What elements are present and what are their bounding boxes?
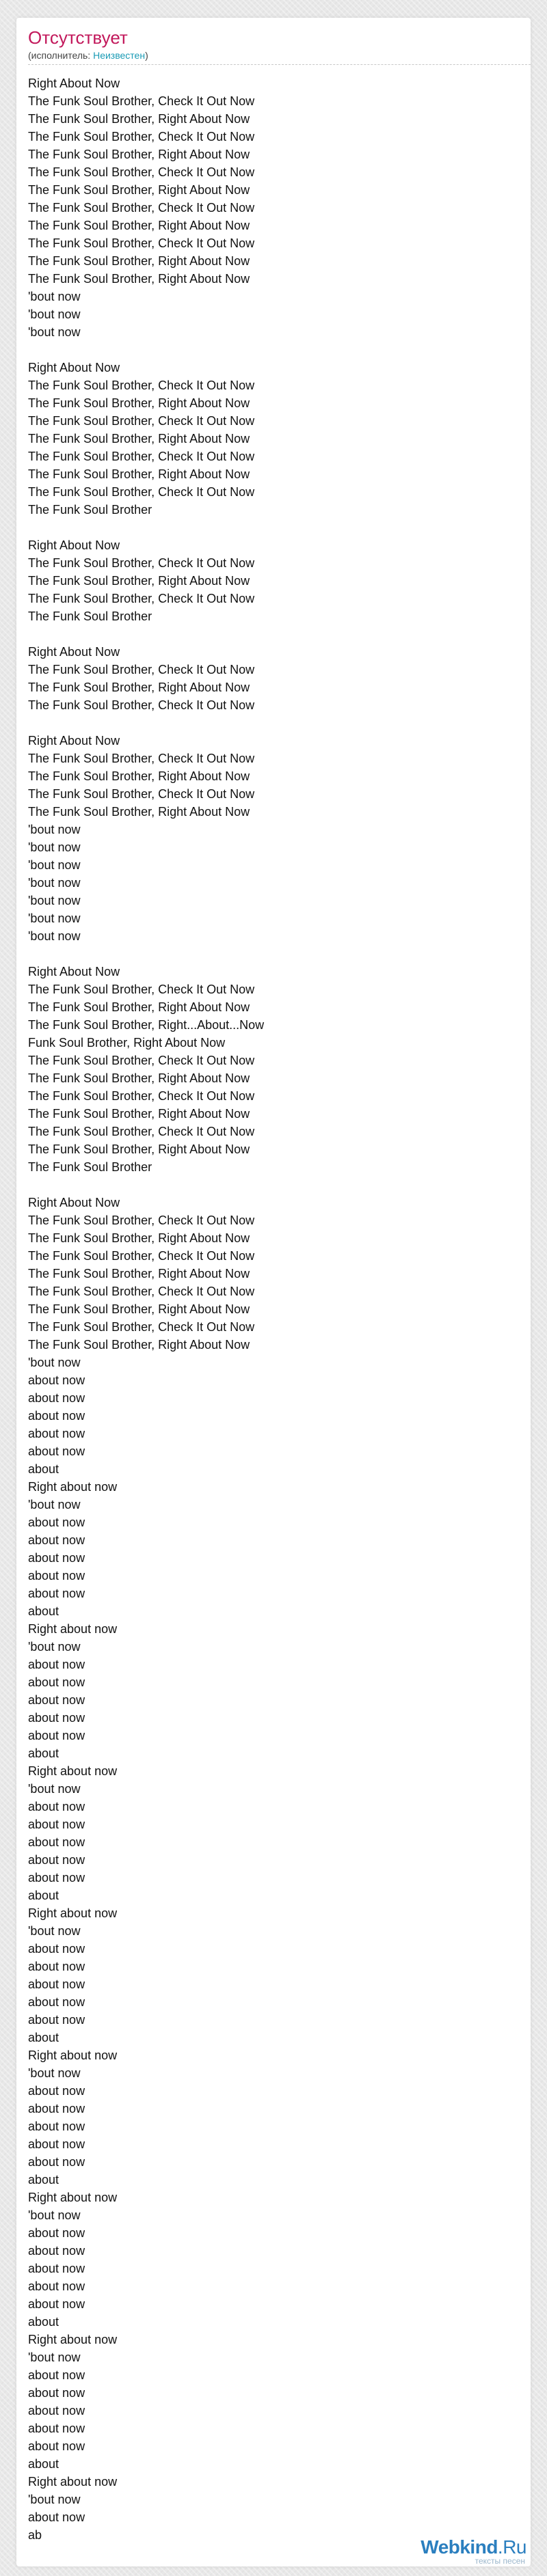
lyric-line: about now <box>28 1835 85 1849</box>
lyric-line: The Funk Soul Brother, Check It Out Now <box>28 787 255 801</box>
lyric-line: about now <box>28 2279 85 2293</box>
logo-tld: .Ru <box>497 2536 526 2558</box>
lyric-line: about now <box>28 1853 85 1867</box>
lyric-line: The Funk Soul Brother, Right About Now <box>28 1107 250 1121</box>
lyric-line: about now <box>28 2155 85 2169</box>
lyric-line: Right about now <box>28 2191 118 2204</box>
lyric-line: about now <box>28 2297 85 2311</box>
lyric-line: about now <box>28 1409 85 1423</box>
lyric-line: about now <box>28 2262 85 2275</box>
lyric-line: The Funk Soul Brother <box>28 503 152 517</box>
lyric-line: The Funk Soul Brother <box>28 1160 152 1174</box>
stanza-break <box>28 945 520 963</box>
lyric-line: about now <box>28 1516 85 1529</box>
lyric-line: 'bout now <box>28 2351 81 2364</box>
lyric-line: Right About Now <box>28 361 120 374</box>
lyric-line: about <box>28 1889 59 1902</box>
artist-line <box>28 49 531 65</box>
lyric-line: about now <box>28 1942 85 1956</box>
lyric-line: The Funk Soul Brother, Right About Now <box>28 272 250 286</box>
artist-link[interactable]: Неизвестен <box>93 50 146 61</box>
lyric-line: about now <box>28 2102 85 2115</box>
lyric-line: about now <box>28 1977 85 1991</box>
lyric-line: 'bout now <box>28 1782 81 1796</box>
lyric-line: Right about now <box>28 2333 118 2346</box>
lyric-line: The Funk Soul Brother, Right About Now <box>28 1231 250 1245</box>
lyric-line: about now <box>28 1533 85 1547</box>
lyric-line: The Funk Soul Brother, Check It Out Now <box>28 1285 255 1298</box>
lyric-line: about now <box>28 1444 85 1458</box>
lyric-line: The Funk Soul Brother, Check It Out Now <box>28 414 255 428</box>
lyric-line: about <box>28 2031 59 2044</box>
lyric-line: about now <box>28 1711 85 1725</box>
lyric-line: about now <box>28 1551 85 1565</box>
lyric-line: 'bout now <box>28 823 81 836</box>
lyric-line: The Funk Soul Brother, Right About Now <box>28 396 250 410</box>
lyric-line: about now <box>28 1569 85 1582</box>
lyric-line: about <box>28 1604 59 1618</box>
lyric-line: 'bout now <box>28 929 81 943</box>
lyric-line: about now <box>28 2137 85 2151</box>
lyric-line: The Funk Soul Brother, Right About Now <box>28 1142 250 1156</box>
lyric-line: The Funk Soul Brother, Check It Out Now <box>28 1054 255 1067</box>
stanza-break <box>28 1176 520 1194</box>
lyric-line: about now <box>28 1995 85 2009</box>
lyric-line: 'bout now <box>28 2208 81 2222</box>
lyric-line: Right About Now <box>28 734 120 748</box>
lyric-line: The Funk Soul Brother, Right About Now <box>28 148 250 161</box>
lyric-line: The Funk Soul Brother, Check It Out Now <box>28 485 255 499</box>
artist-prefix: (исполнитель: <box>28 50 94 61</box>
artist-suffix: ) <box>145 50 148 61</box>
lyric-line: about now <box>28 2368 85 2382</box>
lyric-line: The Funk Soul Brother, Check It Out Now <box>28 1089 255 1103</box>
lyric-line: Right about now <box>28 2475 118 2489</box>
lyric-line: about now <box>28 2013 85 2027</box>
lyric-line: about now <box>28 2226 85 2240</box>
lyric-line: The Funk Soul Brother, Check It Out Now <box>28 1214 255 1227</box>
lyric-line: about <box>28 2315 59 2329</box>
lyric-line: 'bout now <box>28 2066 81 2080</box>
lyric-line: The Funk Soul Brother, Check It Out Now <box>28 379 255 392</box>
lyric-line: about now <box>28 1391 85 1405</box>
lyric-line: Right About Now <box>28 645 120 659</box>
lyric-line: about now <box>28 1675 85 1689</box>
lyric-line: about now <box>28 2404 85 2417</box>
logo-wordmark <box>421 2538 526 2557</box>
lyric-line: The Funk Soul Brother, Right About Now <box>28 1302 250 1316</box>
lyric-line: Right about now <box>28 1622 118 1636</box>
lyric-line: The Funk Soul Brother, Right About Now <box>28 574 250 588</box>
lyric-line: The Funk Soul Brother, Check It Out Now <box>28 1249 255 1263</box>
lyric-line: about now <box>28 1800 85 1813</box>
lyric-line: Right About Now <box>28 1196 120 1209</box>
lyric-line: about now <box>28 2510 85 2524</box>
lyric-line: 'bout now <box>28 876 81 890</box>
logo-name: Webkind <box>421 2536 498 2558</box>
lyric-line: 'bout now <box>28 912 81 925</box>
lyric-line: 'bout now <box>28 840 81 854</box>
lyric-line: 'bout now <box>28 307 81 321</box>
lyric-line: about now <box>28 1818 85 1831</box>
lyric-line: The Funk Soul Brother, Right About Now <box>28 183 250 197</box>
lyric-line: about now <box>28 2244 85 2258</box>
lyric-line: The Funk Soul Brother, Right About Now <box>28 254 250 268</box>
lyric-line: Right About Now <box>28 77 120 90</box>
lyric-line: The Funk Soul Brother, Right About Now <box>28 112 250 126</box>
lyric-line: The Funk Soul Brother, Check It Out Now <box>28 130 255 143</box>
lyric-line: The Funk Soul Brother, Check It Out Now <box>28 592 255 605</box>
song-title: Отсутствует <box>28 27 128 48</box>
lyric-line: The Funk Soul Brother, Check It Out Now <box>28 236 255 250</box>
lyric-line: The Funk Soul Brother <box>28 609 152 623</box>
lyric-line: about <box>28 2173 59 2187</box>
lyric-line: The Funk Soul Brother, Check It Out Now <box>28 1125 255 1138</box>
lyric-line: about now <box>28 1658 85 1671</box>
lyric-line: 'bout now <box>28 1356 81 1369</box>
lyric-line: The Funk Soul Brother, Check It Out Now <box>28 165 255 179</box>
stanza-break <box>28 341 520 359</box>
lyric-line: The Funk Soul Brother, Right About Now <box>28 1338 250 1352</box>
lyric-line: about now <box>28 2422 85 2435</box>
lyric-line: The Funk Soul Brother, Right About Now <box>28 1000 250 1014</box>
lyric-line: 'bout now <box>28 290 81 303</box>
lyric-line: The Funk Soul Brother, Right About Now <box>28 1267 250 1280</box>
lyric-line: ab <box>28 2528 42 2542</box>
lyric-line: 'bout now <box>28 1924 81 1938</box>
lyric-line: Right about now <box>28 1906 118 1920</box>
lyric-line: The Funk Soul Brother, Check It Out Now <box>28 450 255 463</box>
logo-tagline: тексты песен <box>475 2556 525 2566</box>
lyric-line: about now <box>28 1693 85 1707</box>
lyric-line: Funk Soul Brother, Right About Now <box>28 1036 226 1050</box>
lyric-line: The Funk Soul Brother, Right About Now <box>28 1071 250 1085</box>
lyric-line: 'bout now <box>28 858 81 872</box>
stanza-break <box>28 714 520 732</box>
lyric-line: about now <box>28 1729 85 1742</box>
lyric-line: 'bout now <box>28 894 81 907</box>
lyric-line: The Funk Soul Brother, Check It Out Now <box>28 752 255 765</box>
lyric-line: about <box>28 2457 59 2471</box>
lyric-line: Right About Now <box>28 538 120 552</box>
lyric-line: Right About Now <box>28 965 120 978</box>
lyric-line: The Funk Soul Brother, Check It Out Now <box>28 556 255 570</box>
lyric-line: about now <box>28 1373 85 1387</box>
lyric-line: Right about now <box>28 1480 118 1494</box>
lyric-line: about now <box>28 1871 85 1885</box>
lyric-line: 'bout now <box>28 1640 81 1654</box>
lyrics-text <box>28 74 520 2544</box>
lyric-line: The Funk Soul Brother, Check It Out Now <box>28 1320 255 1334</box>
site-logo[interactable] <box>421 2538 526 2565</box>
lyric-line: Right about now <box>28 1764 118 1778</box>
lyric-line: The Funk Soul Brother, Right About Now <box>28 432 250 446</box>
lyric-line: The Funk Soul Brother, Check It Out Now <box>28 698 255 712</box>
lyric-line: about now <box>28 1587 85 1600</box>
lyric-line: Right about now <box>28 2049 118 2062</box>
lyric-line: about <box>28 1462 59 1476</box>
lyric-line: about now <box>28 2120 85 2133</box>
stanza-break <box>28 625 520 643</box>
lyric-line: The Funk Soul Brother, Check It Out Now <box>28 983 255 996</box>
lyric-line: 'bout now <box>28 325 81 339</box>
lyric-line: The Funk Soul Brother, Right About Now <box>28 219 250 232</box>
lyric-line: The Funk Soul Brother, Right...About...Now <box>28 1018 265 1032</box>
lyric-line: about now <box>28 2386 85 2400</box>
lyric-line: The Funk Soul Brother, Check It Out Now <box>28 94 255 108</box>
lyric-line: about now <box>28 1960 85 1973</box>
lyric-line: about now <box>28 2084 85 2098</box>
lyric-line: The Funk Soul Brother, Check It Out Now <box>28 201 255 215</box>
lyric-line: 'bout now <box>28 1498 81 1511</box>
lyric-line: The Funk Soul Brother, Right About Now <box>28 769 250 783</box>
lyric-line: The Funk Soul Brother, Right About Now <box>28 805 250 819</box>
lyric-line: 'bout now <box>28 2493 81 2506</box>
lyric-line: about now <box>28 1427 85 1440</box>
lyric-line: The Funk Soul Brother, Right About Now <box>28 467 250 481</box>
lyrics-card <box>16 18 531 2566</box>
lyric-line: about now <box>28 2439 85 2453</box>
lyric-line: The Funk Soul Brother, Check It Out Now <box>28 663 255 676</box>
stanza-break <box>28 519 520 536</box>
lyric-line: about <box>28 1746 59 1760</box>
lyric-line: The Funk Soul Brother, Right About Now <box>28 681 250 694</box>
